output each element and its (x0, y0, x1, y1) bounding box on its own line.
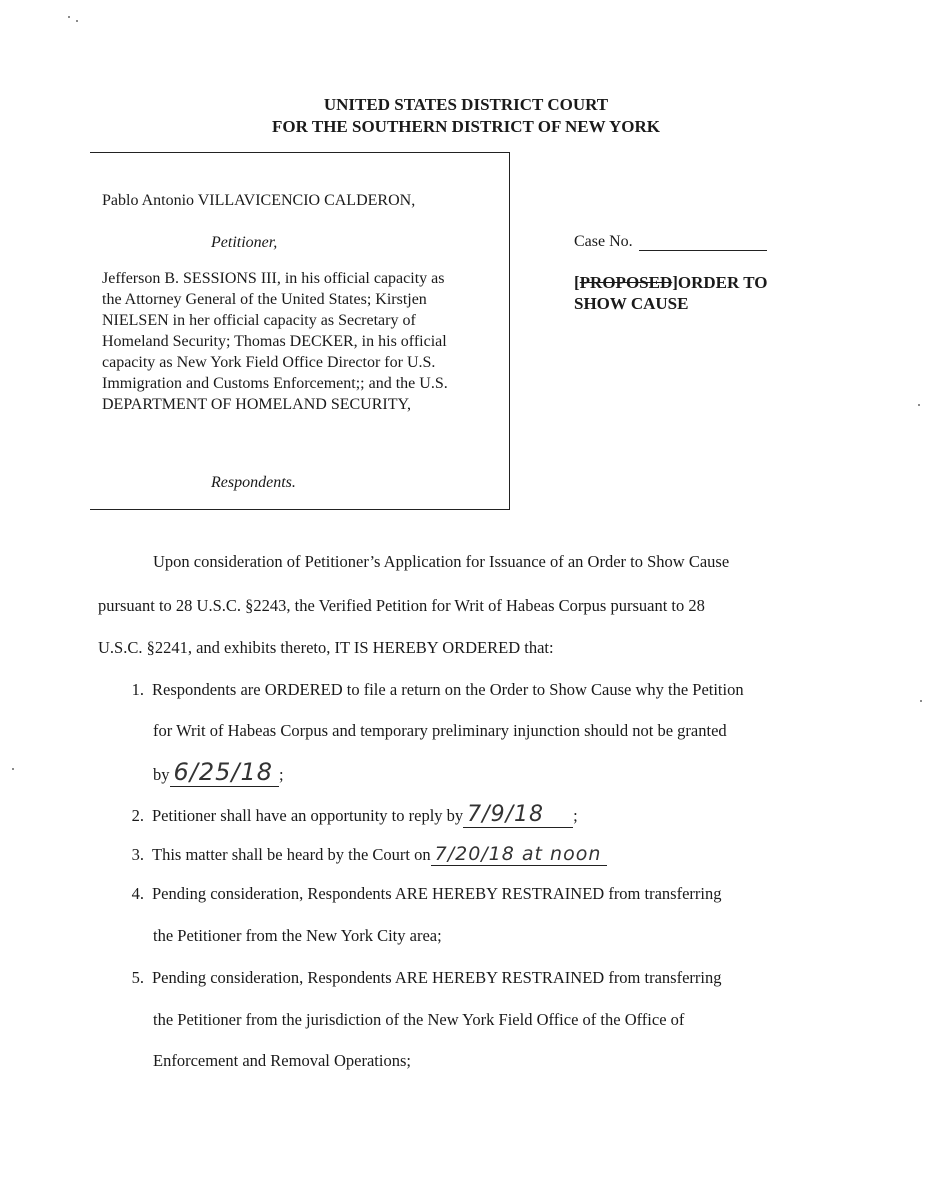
case-number-blank (639, 234, 767, 251)
handwritten-date-return: 6/25/18 (170, 758, 280, 787)
court-heading-line-2: FOR THE SOUTHERN DISTRICT OF NEW YORK (272, 117, 660, 136)
scan-speck (12, 768, 14, 770)
item-number: 3. (131, 845, 144, 864)
intro-line-2: pursuant to 28 U.S.C. §2243, the Verified Petition for Writ of Habeas Corpus pursuant to 28 (98, 596, 705, 615)
scan-speck (918, 404, 920, 406)
item-number: 1. (131, 680, 144, 699)
order-item-5-line-2: the Petitioner from the jurisdiction of the New York Field Office of the Office of (153, 1010, 685, 1029)
order-item-2 (122, 802, 578, 828)
respondents-line: capacity as New York Field Office Director for U.S. (102, 354, 436, 371)
struck-proposed: PROPOSED (579, 273, 673, 292)
order-item-1-line-3 (153, 758, 284, 787)
respondents-line: DEPARTMENT OF HOMELAND SECURITY, (102, 396, 411, 413)
petitioner-label: Petitioner, (211, 234, 278, 251)
by-label: by (153, 765, 170, 784)
order-title-rest: ]ORDER TO (672, 273, 768, 292)
item-number: 4. (131, 884, 144, 903)
order-item-1 (122, 680, 744, 700)
order-title (574, 272, 768, 314)
respondents-list (102, 268, 507, 415)
respondents-line: Homeland Security; Thomas DECKER, in his official (102, 333, 447, 350)
case-number (574, 233, 767, 251)
respondents-line: NIELSEN in her official capacity as Secretary of (102, 312, 416, 329)
respondents-line: Jefferson B. SESSIONS III, in his official capacity as (102, 270, 445, 287)
order-item-4-line-2: the Petitioner from the New York City area; (153, 926, 442, 945)
semicolon: ; (573, 806, 578, 825)
item-text: Petitioner shall have an opportunity to reply by (152, 806, 464, 825)
order-item-3 (122, 843, 607, 866)
scan-speck (76, 20, 78, 22)
item-text: Pending consideration, Respondents ARE HEREBY RESTRAINED from transferring (152, 884, 722, 903)
item-text: Pending consideration, Respondents ARE HEREBY RESTRAINED from transferring (152, 968, 722, 987)
order-title-line-1 (574, 272, 768, 293)
respondents-line: Immigration and Customs Enforcement;; and the U.S. (102, 375, 448, 392)
handwritten-hearing-date: 7/20/18 at noon (431, 843, 608, 866)
respondents-label: Respondents. (211, 474, 296, 491)
item-text: Respondents are ORDERED to file a return on the Order to Show Cause why the Petition (152, 680, 744, 699)
order-item-4 (122, 884, 721, 904)
petitioner-name: Pablo Antonio VILLAVICENCIO CALDERON, (102, 192, 416, 209)
handwritten-date-reply: 7/9/18 (463, 802, 573, 828)
order-item-5-line-3: Enforcement and Removal Operations; (153, 1051, 411, 1070)
item-number: 2. (131, 806, 144, 825)
item-text: This matter shall be heard by the Court on (152, 845, 431, 864)
respondents-line: the Attorney General of the United States; Kirstjen (102, 291, 427, 308)
bracket-open: [ (574, 273, 580, 292)
court-heading-line-1: UNITED STATES DISTRICT COURT (323, 95, 609, 114)
scan-speck (920, 700, 922, 702)
order-item-1-line-2: for Writ of Habeas Corpus and temporary preliminary injunction should not be granted (153, 721, 727, 740)
intro-line-1: Upon consideration of Petitioner’s Application for Issuance of an Order to Show Cause (153, 552, 730, 571)
semicolon: ; (279, 765, 284, 784)
order-title-line-2: SHOW CAUSE (574, 294, 689, 313)
scan-speck (68, 16, 70, 18)
intro-line-3: U.S.C. §2241, and exhibits thereto, IT IS HEREBY ORDERED that: (98, 638, 554, 657)
item-number: 5. (131, 968, 144, 987)
case-number-label: Case No. (574, 233, 633, 250)
order-item-5 (122, 968, 721, 988)
